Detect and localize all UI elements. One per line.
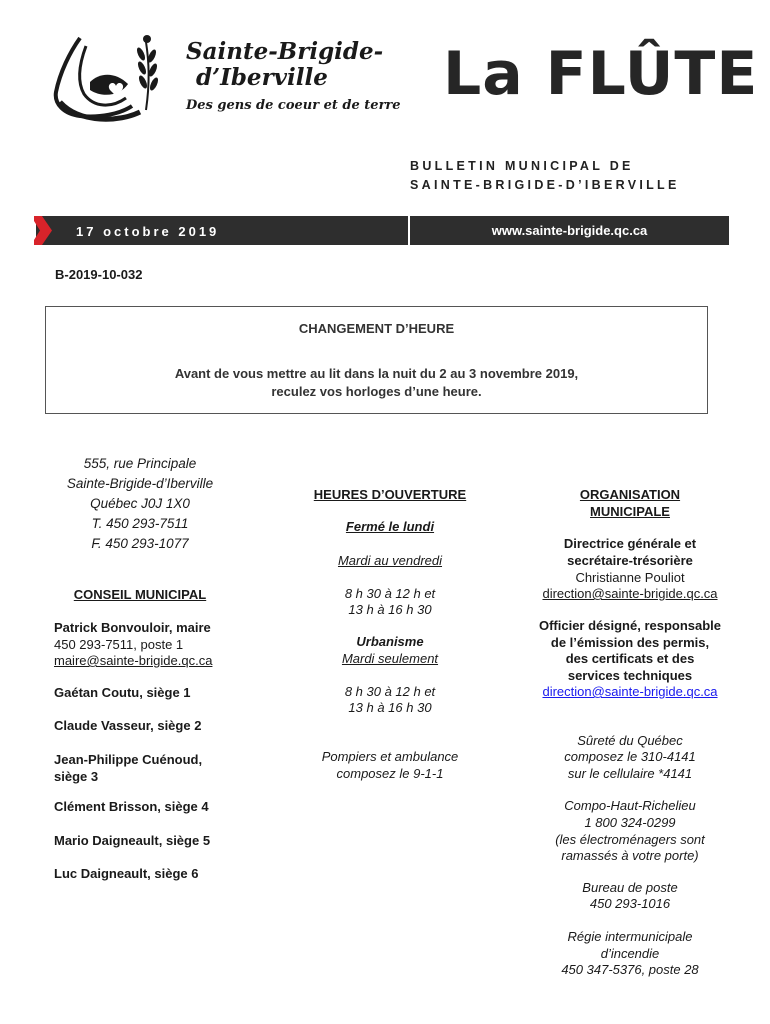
council-member <box>54 718 254 735</box>
council-member <box>54 685 254 702</box>
address-street: 555, rue Principale <box>83 456 197 471</box>
hours-pm: 13 h à 16 h 30 <box>348 602 432 617</box>
dg-title-line2: secrétaire-trésorière <box>567 553 693 568</box>
council-member <box>54 833 254 850</box>
officer-email[interactable]: direction@sainte-brigide.qc.ca <box>542 684 718 699</box>
fire-line3: 450 347-5376, poste 28 <box>561 962 699 977</box>
council-member-name: Clément Brisson, siège 4 <box>54 799 209 814</box>
address-province: Québec J0J 1X0 <box>90 496 190 511</box>
municipal-logo-icon <box>50 32 180 124</box>
urbanisme-am: 8 h 30 à 12 h et <box>344 684 436 699</box>
council-member-name: Gaétan Coutu, siège 1 <box>54 685 191 700</box>
officer-title-line3: des certificats et des <box>565 651 695 666</box>
council-member-name: Jean-Philippe Cuénoud, <box>54 752 203 767</box>
address-block <box>40 454 240 554</box>
sq-line1: Sûreté du Québec <box>577 733 683 748</box>
sq-line3: sur le cellulaire *4141 <box>567 766 693 781</box>
address-city: Sainte-Brigide-d’Iberville <box>66 476 214 491</box>
post-office-line1: Bureau de poste <box>582 880 678 895</box>
fire-line1: Régie intermunicipale <box>567 929 693 944</box>
org-heading-line2: MUNICIPALE <box>590 504 670 519</box>
officer-title-line2: de l’émission des permis, <box>550 635 710 650</box>
address-phone: T. 450 293-7511 <box>91 516 189 531</box>
address-fax: F. 450 293-1077 <box>91 536 189 551</box>
compo-line3: (les électroménagers sont <box>555 832 705 847</box>
council-member-seat: siège 3 <box>54 768 99 784</box>
council-mayor <box>54 620 254 670</box>
urbanisme-heading: Urbanisme <box>356 634 424 649</box>
hours-closed: Fermé le lundi <box>345 519 435 534</box>
fire-line2: d’incendie <box>600 946 660 961</box>
officer-title-line4: services techniques <box>567 668 693 683</box>
bulletin-title-line1: BULLETIN MUNICIPAL DE <box>410 159 634 173</box>
masthead-title: La FLÛTE <box>443 39 759 109</box>
notice-title: CHANGEMENT D’HEURE <box>298 321 455 336</box>
website-link[interactable]: www.sainte-brigide.qc.ca <box>491 223 648 238</box>
dg-name: Christianne Pouliot <box>575 570 685 585</box>
council-member-name: Mario Daigneault, siège 5 <box>54 833 211 848</box>
hours-am: 8 h 30 à 12 h et <box>344 586 436 601</box>
compo-line4: ramassés à votre porte) <box>561 848 699 863</box>
organisation-column <box>525 0 735 1024</box>
hours-column <box>290 0 490 1024</box>
compo-line2: 1 800 324-0299 <box>584 815 676 830</box>
compo-line1: Compo-Haut-Richelieu <box>564 798 696 813</box>
sq-line2: composez le 310-4141 <box>564 749 696 764</box>
council-member-name: Claude Vasseur, siège 2 <box>54 718 202 733</box>
council-member <box>54 752 254 785</box>
bulletin-number: B-2019-10-032 <box>55 267 143 282</box>
logo-tagline: Des gens de coeur et de terre <box>186 98 401 113</box>
notice-line1: Avant de vous mettre au lit dans la nuit du 2 au 3 novembre 2019, <box>174 366 579 381</box>
issue-date: 17 octobre 2019 <box>76 224 220 239</box>
council-heading: CONSEIL MUNICIPAL <box>73 587 207 602</box>
urbanisme-pm: 13 h à 16 h 30 <box>348 700 432 715</box>
mayor-email[interactable]: maire@sainte-brigide.qc.ca <box>54 653 213 668</box>
bulletin-title-line2: SAINTE-BRIGIDE-D’IBERVILLE <box>410 178 680 192</box>
hours-heading: HEURES D’OUVERTURE <box>313 487 467 502</box>
mayor-name: Patrick Bonvouloir, maire <box>54 620 211 635</box>
org-heading-line1: ORGANISATION <box>579 487 681 502</box>
emergency-line2: composez le 9-1-1 <box>336 766 444 781</box>
mayor-phone: 450 293-7511, poste 1 <box>54 636 184 652</box>
post-office-line2: 450 293-1016 <box>589 896 671 911</box>
council-member-name: Luc Daigneault, siège 6 <box>54 866 199 881</box>
notice-line2: reculez vos horloges d’une heure. <box>271 384 482 399</box>
emergency-line1: Pompiers et ambulance <box>321 749 459 764</box>
dg-title-line1: Directrice générale et <box>563 536 697 551</box>
logo-title-line1: Sainte-Brigide- <box>186 38 384 65</box>
officer-title-line1: Officier désigné, responsable <box>538 618 722 633</box>
council-member <box>54 799 254 816</box>
logo-title-line2: d’Iberville <box>196 64 328 91</box>
council-member <box>54 866 254 883</box>
dg-email[interactable]: direction@sainte-brigide.qc.ca <box>542 586 718 601</box>
hours-weekdays: Mardi au vendredi <box>337 553 443 568</box>
urbanisme-days: Mardi seulement <box>341 651 439 666</box>
red-chevron-icon <box>34 216 52 245</box>
